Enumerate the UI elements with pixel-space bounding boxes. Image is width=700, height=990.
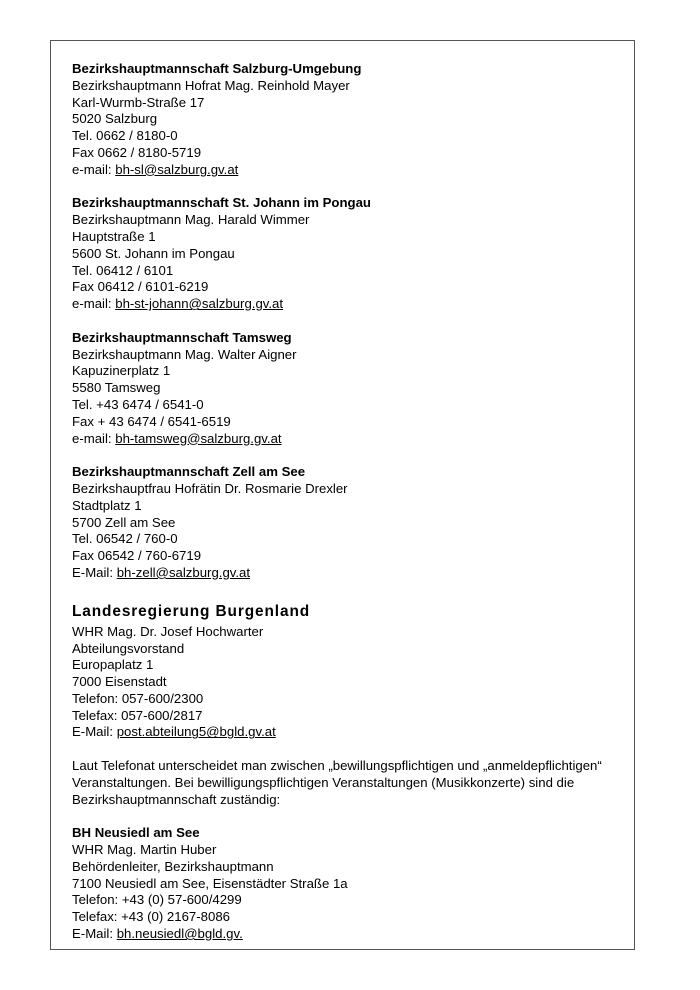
office-title: Bezirkshauptmannschaft Zell am See: [72, 464, 306, 480]
email-link[interactable]: bh-zell@salzburg.gv.at: [116, 564, 251, 580]
email-label: e-mail:: [72, 296, 116, 312]
email-link[interactable]: bh-sl@salzburg.gv.at: [115, 161, 239, 177]
office-phone: Tel. 0662 / 8180-0: [72, 128, 178, 144]
office-block-st-johann: [72, 195, 627, 313]
neusiedl-block: [72, 825, 627, 943]
office-city: 5700 Zell am See: [72, 514, 176, 530]
office-city: 5580 Tamsweg: [72, 380, 161, 396]
office-head: Bezirkshauptmann Mag. Harald Wimmer: [72, 212, 310, 228]
email-label: e-mail:: [72, 161, 116, 177]
office-title: Bezirkshauptmannschaft Tamsweg: [72, 329, 292, 345]
email-link[interactable]: bh.neusiedl@bgld.gv.: [116, 926, 243, 942]
email-label: E-Mail:: [72, 724, 117, 740]
office-phone: Tel. 06412 / 6101: [72, 262, 174, 278]
contact-role: Abteilungsvorstand: [72, 640, 185, 656]
contact-fax: Telefax: 057-600/2817: [72, 707, 203, 723]
email-label: e-mail:: [72, 430, 116, 446]
office-email-line: [72, 162, 627, 179]
contact-name: WHR Mag. Dr. Josef Hochwarter: [72, 623, 264, 639]
office-email-line: [72, 296, 627, 313]
contact-email-line: [72, 724, 627, 741]
office-block-zell-am-see: [72, 464, 627, 582]
office-fax: Fax + 43 6474 / 6541-6519: [72, 413, 231, 429]
office-block-tamsweg: [72, 330, 627, 448]
email-label: E-Mail:: [72, 926, 117, 942]
office-title: BH Neusiedl am See: [72, 825, 200, 841]
office-street: Stadtplatz 1: [72, 497, 142, 513]
office-head: Bezirkshauptmann Hofrat Mag. Reinhold Mayer: [72, 77, 350, 93]
office-head: Bezirkshauptfrau Hofrätin Dr. Rosmarie Drexler: [72, 480, 348, 496]
email-label: E-Mail:: [72, 564, 117, 580]
section-heading: Landesregierung Burgenland: [72, 602, 311, 620]
contact-email-line: [72, 926, 627, 943]
office-block-salzburg-umgebung: [72, 61, 627, 179]
office-street: Kapuzinerplatz 1: [72, 363, 171, 379]
paragraph-line: Veranstaltungen. Bei bewilligungspflichtigen Veranstaltungen (Musikkonzerte) sind die: [72, 774, 575, 790]
office-fax: Fax 06542 / 760-6719: [72, 548, 202, 564]
email-link[interactable]: post.abteilung5@bgld.gv.at: [116, 724, 276, 740]
document-content: [72, 61, 627, 943]
office-street: Hauptstraße 1: [72, 228, 156, 244]
office-city: 5600 St. Johann im Pongau: [72, 245, 235, 261]
burgenland-block: [72, 602, 627, 742]
office-email-line: [72, 431, 627, 448]
info-paragraph: [72, 758, 627, 808]
office-title: Bezirkshauptmannschaft Salzburg-Umgebung: [72, 61, 362, 76]
office-fax: Fax 06412 / 6101-6219: [72, 279, 209, 295]
office-city: 5020 Salzburg: [72, 111, 158, 127]
paragraph-line: Bezirkshauptmannschaft zuständig:: [72, 791, 281, 807]
email-link[interactable]: bh-tamsweg@salzburg.gv.at: [115, 430, 282, 446]
contact-phone: Telefon: 057-600/2300: [72, 690, 204, 706]
contact-role: Behördenleiter, Bezirkshauptmann: [72, 858, 274, 874]
office-head: Bezirkshauptmann Mag. Walter Aigner: [72, 346, 297, 362]
contact-phone: Telefon: +43 (0) 57-600/4299: [72, 892, 242, 908]
contact-city: 7000 Eisenstadt: [72, 674, 167, 690]
office-street: Karl-Wurmb-Straße 17: [72, 94, 205, 110]
paragraph-line: Laut Telefonat unterscheidet man zwischen „bewillungspflichtigen und „anmeldepflichtigen“: [72, 758, 602, 774]
email-link[interactable]: bh-st-johann@salzburg.gv.at: [115, 296, 284, 312]
contact-fax: Telefax: +43 (0) 2167-8086: [72, 909, 230, 925]
office-fax: Fax 0662 / 8180-5719: [72, 144, 202, 160]
office-phone: Tel. 06542 / 760-0: [72, 531, 178, 547]
office-email-line: [72, 565, 627, 582]
contact-street: Europaplatz 1: [72, 657, 154, 673]
contact-name: WHR Mag. Martin Huber: [72, 842, 217, 858]
office-phone: Tel. +43 6474 / 6541-0: [72, 396, 204, 412]
office-title: Bezirkshauptmannschaft St. Johann im Pongau: [72, 195, 371, 211]
contact-address: 7100 Neusiedl am See, Eisenstädter Straße 1a: [72, 875, 348, 891]
